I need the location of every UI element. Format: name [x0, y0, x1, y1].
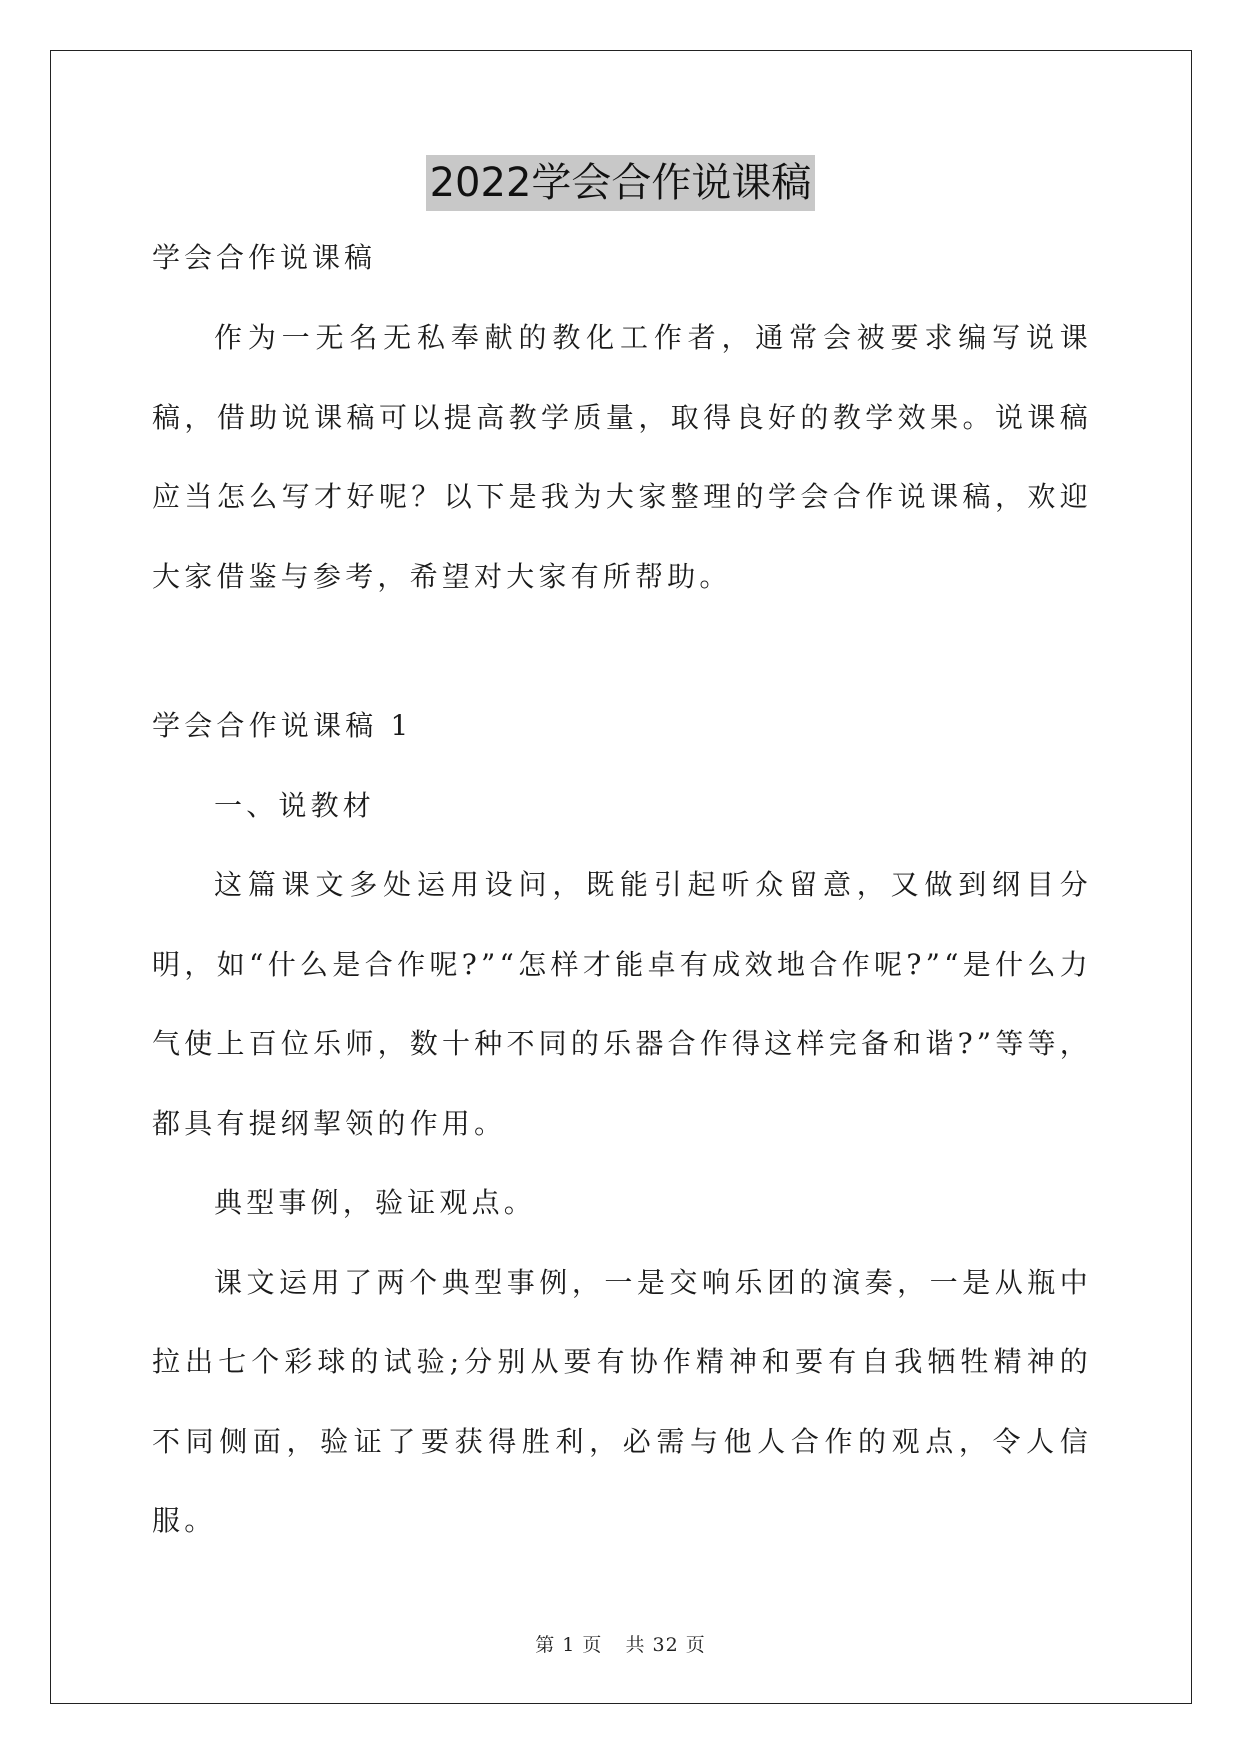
document-body: [152, 238, 1092, 1561]
page-total: 共 32 页: [625, 1634, 706, 1656]
intro-paragraph: 作为一无名无私奉献的教化工作者，通常会被要求编写说课稿，借助说课稿可以提高教学质量，取得良好的教学效果。说课稿应当怎么写才好呢？以下是我为大家整理的学会合作说课稿，欢迎大家借鉴与参考，希望对大家有所帮助。: [152, 321, 1092, 593]
body-paragraph: 典型事例，验证观点。: [214, 1186, 537, 1219]
page-number: 第 1 页: [535, 1634, 603, 1656]
body-paragraph: 这篇课文多处运用设问，既能引起听众留意，又做到纲目分明，如“什么是合作呢?”“怎样才能卓有成效地合作呢?”“是什么力气使上百位乐师，数十种不同的乐器合作得这样完备和谐?”等等，都具有提纲挈领的作用。: [152, 868, 1092, 1140]
spacer: [152, 616, 1092, 686]
spacer: [152, 278, 1092, 298]
body-paragraph: 课文运用了两个典型事例，一是交响乐团的演奏，一是从瓶中拉出七个彩球的试验;分别从要有协作精神和要有自我牺牲精神的不同侧面，验证了要获得胜利，必需与他人合作的观点，令人信服。: [152, 1265, 1092, 1537]
intro-heading: 学会合作说课稿: [152, 241, 377, 274]
section-heading: 学会合作说课稿 1: [152, 709, 413, 742]
page-footer: [0, 1630, 1241, 1657]
section-subheading: 一、说教材: [214, 788, 376, 822]
title-wrap: [0, 155, 1241, 211]
document-title: 2022学会合作说课稿: [426, 155, 816, 211]
